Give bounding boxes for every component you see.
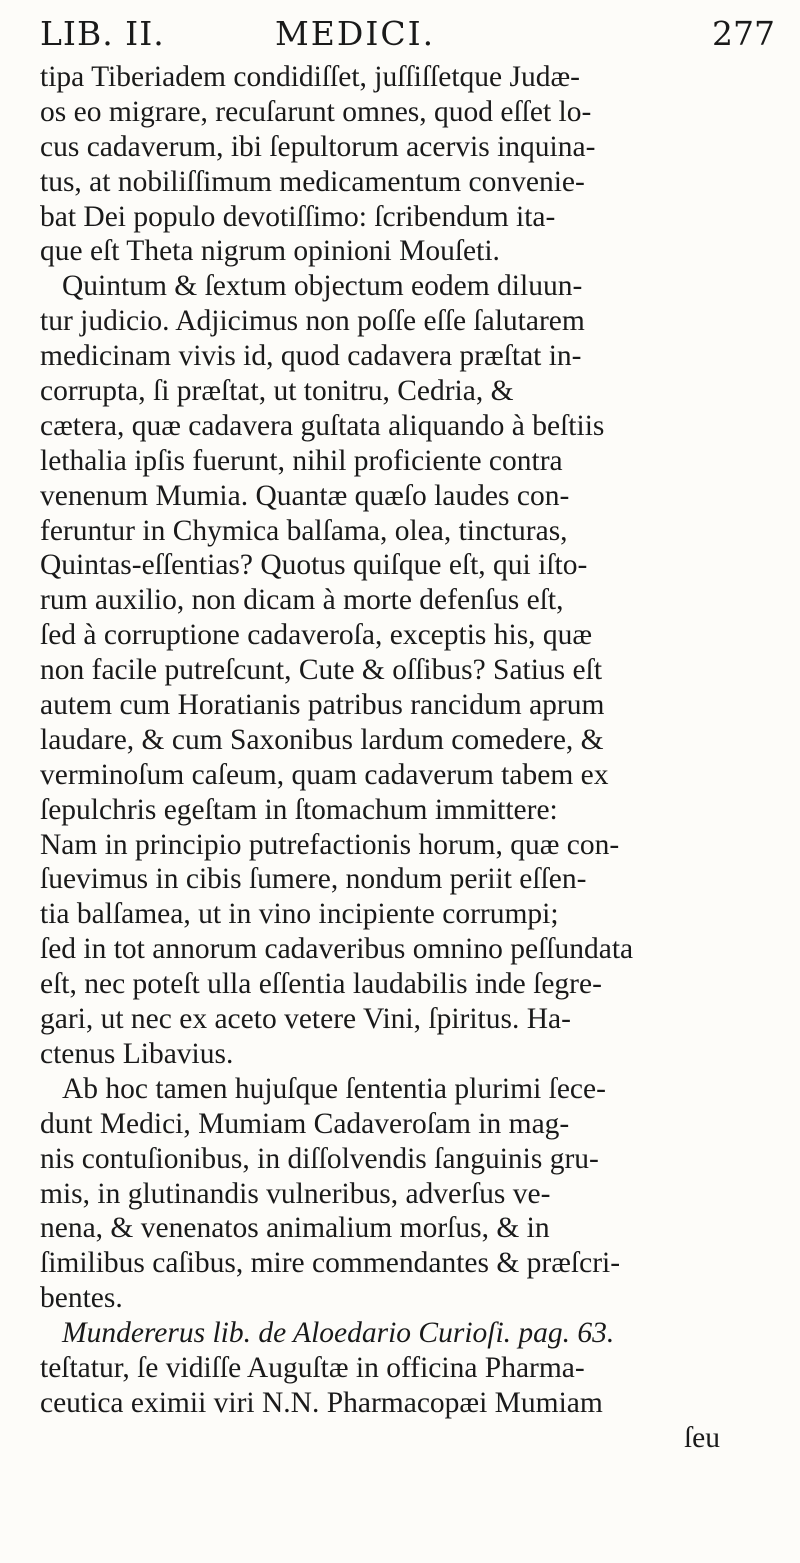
text-line: ſed à corruptione cadaveroſa, exceptis his, quæ [40,619,593,652]
text-line: nena, & venenatos animalium morſus, & in [40,1212,550,1245]
paragraph-start-line: Quintum & ſextum objectum eodem diluun- [62,270,583,303]
text-line: nis contuſionibus, in diſſolvendis ſanguinis gru- [40,1142,599,1175]
running-title: MEDICI. [275,14,436,53]
text-line: medicinam vivis id, quod cadavera præſtat in- [40,340,582,373]
text-line: ſed in tot annorum cadaveribus omnino peſſundata [40,933,634,966]
text-line: mis, in glutinandis vulneribus, adverſus ve- [40,1177,551,1210]
text-line: tia balſamea, ut in vino incipiente corrumpi; [40,898,559,931]
text-line: cus cadaverum, ibi ſepultorum acervis inquina- [40,130,596,163]
text-line: ctenus Libavius. [40,1037,234,1070]
text-line: dunt Medici, Mumiam Cadaveroſam in mag- [40,1107,570,1140]
text-line: corrupta, ſi præſtat, ut tonitru, Cedria, & [40,375,514,408]
text-line: ſuevimus in cibis ſumere, nondum periit eſſen- [40,863,587,896]
text-line: tus, at nobiliſſimum medicamentum convenie- [40,165,585,198]
text-line: ſimilibus caſibus, mire commendantes & præſcri- [40,1247,621,1280]
text-line: tur judicio. Adjicimus non poſſe eſſe ſalutarem [40,305,585,338]
text-line: autem cum Horatianis patribus rancidum aprum [40,689,605,722]
text-line: Nam in principio putrefactionis horum, quæ con- [40,828,620,861]
text-line: lethalia ipſis fuerunt, nihil proficiente contra [40,444,563,477]
text-line: gari, ut nec ex aceto vetere Vini, ſpiritus. Ha- [40,1003,571,1036]
text-line: cætera, quæ cadavera guſtata aliquando à beſtiis [40,409,605,442]
body-text [40,60,775,1456]
catchword: ſeu [683,1421,720,1454]
text-line: os eo migrare, recuſarunt omnes, quod eſſet lo- [40,95,592,128]
citation-line: Mundererus lib. de Aloedario Curioſi. pag. 63. [62,1317,615,1350]
page-number: 277 [712,14,775,53]
paragraph-start-line: Ab hoc tamen hujuſque ſententia plurimi ſece- [62,1072,606,1105]
text-line: eſt, nec poteſt ulla eſſentia laudabilis inde ſegre- [40,968,602,1001]
text-line: Quintas-eſſentias? Quotus quiſque eſt, qui iſto- [40,549,588,582]
text-line: non facile putreſcunt, Cute & oſſibus? Satius eſt [40,654,603,687]
text-line: ceutica eximii viri N.N. Pharmacopæi Mumiam [40,1386,603,1419]
running-head [40,8,775,60]
text-line: bat Dei populo devotiſſimo: ſcribendum ita- [40,200,556,233]
text-line: verminoſum caſeum, quam cadaverum tabem ex [40,758,609,791]
text-line: bentes. [40,1282,123,1315]
text-line: tipa Tiberiadem condidiſſet, juſſiſſetque Judæ- [40,61,580,93]
book-section-label: LIB. II. [40,14,165,53]
text-line: teſtatur, ſe vidiſſe Auguſtæ in officina Pharma- [40,1351,585,1384]
text-line: feruntur in Chymica balſama, olea, tincturas, [40,514,568,547]
text-line: ſepulchris egeſtam in ſtomachum immittere: [40,793,558,826]
text-line: rum auxilio, non dicam à morte defenſus eſt, [40,584,564,617]
text-line: laudare, & cum Saxonibus lardum comedere, & [40,723,604,756]
text-line: que eſt Theta nigrum opinioni Mouſeti. [40,235,500,268]
text-line: venenum Mumia. Quantæ quæſo laudes con- [40,479,570,512]
